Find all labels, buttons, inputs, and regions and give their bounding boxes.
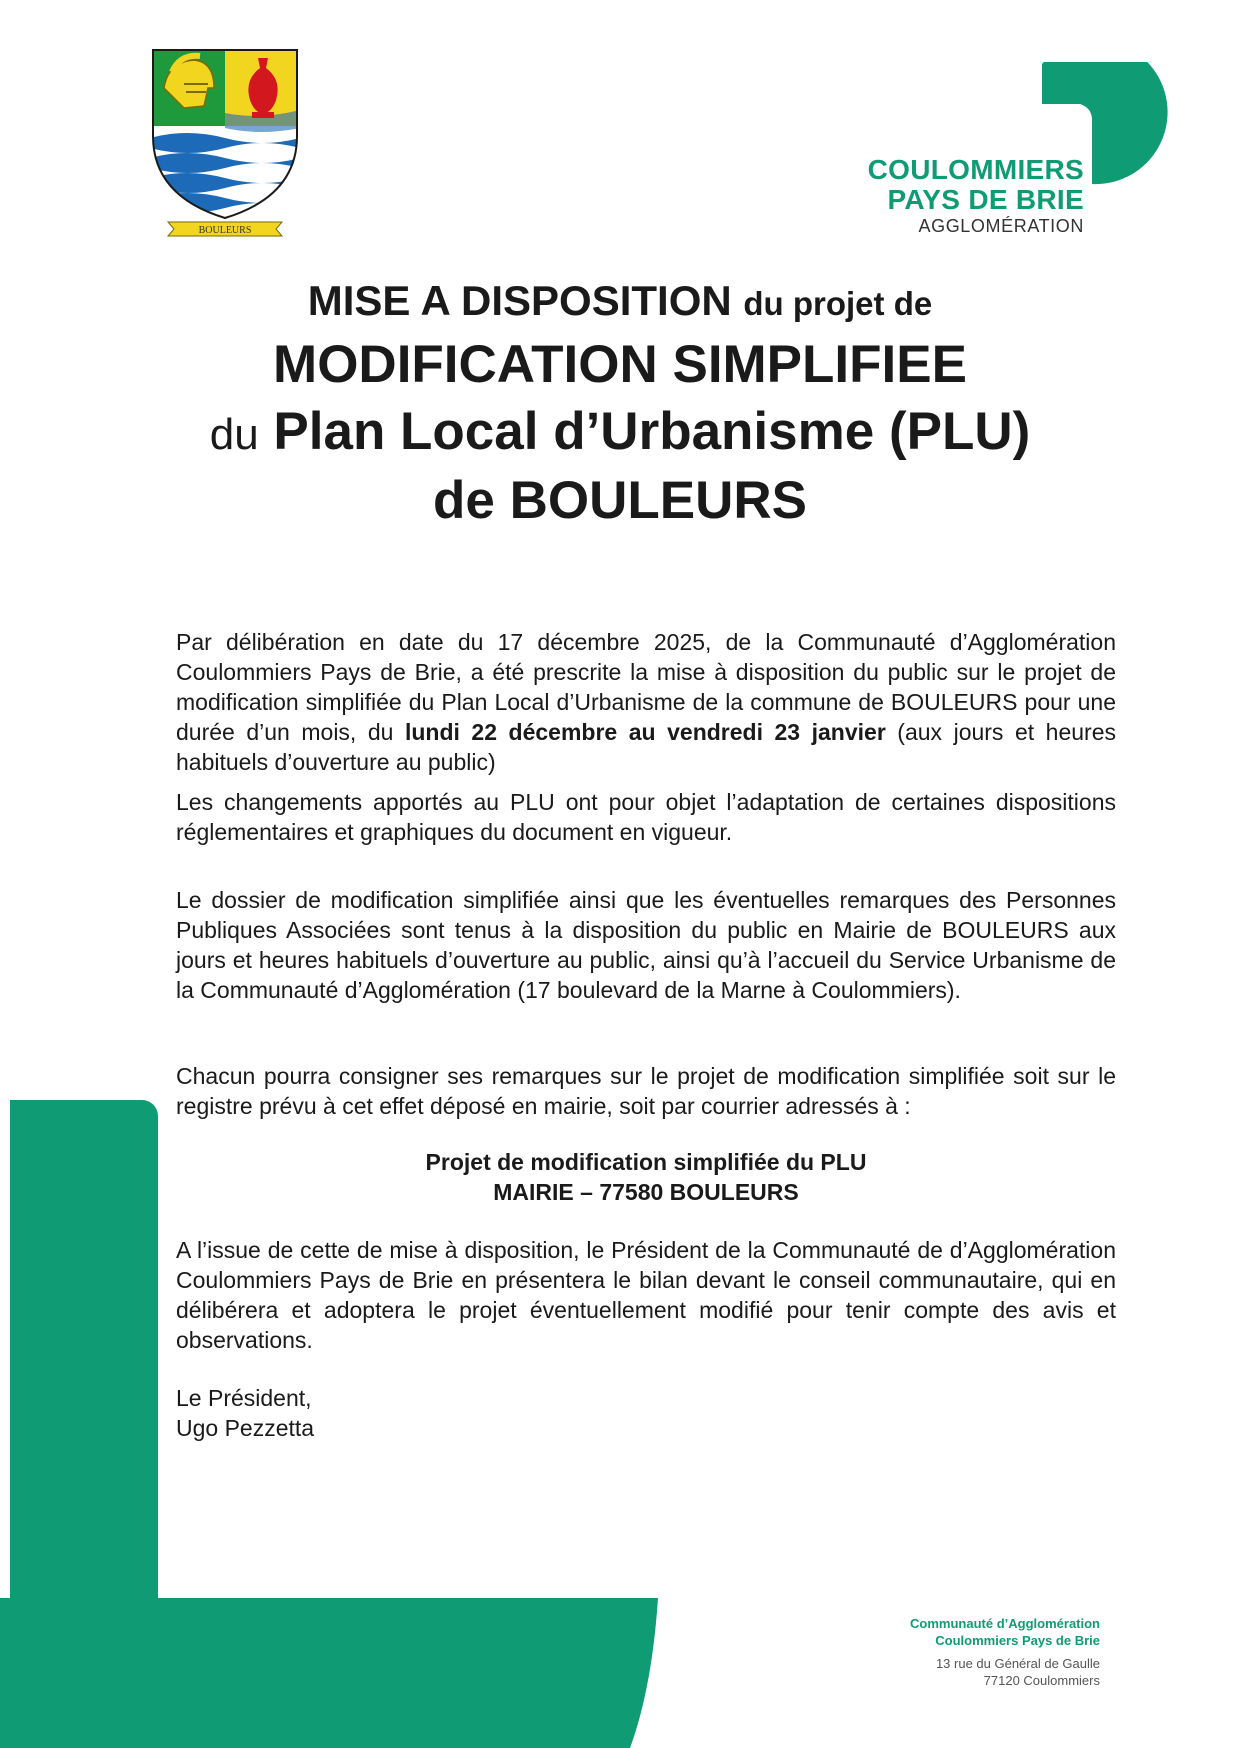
paragraph-changes: Les changements apportés au PLU ont pour objet l’adaptation de certaines dispositions réglementaires et graphiques du document en vigueur. [176,789,1116,845]
notice-body [176,627,1116,1443]
title-line-2: MODIFICATION SIMPLIFIEE [273,335,967,394]
document-title [60,277,1180,530]
bouleurs-crest [150,48,300,240]
title-line-1 [60,277,1180,324]
paragraph-deliberation-hours: (aux jours et heures habituels d’ouverture au public) [176,719,1117,775]
title-line-1-small: du projet de [743,285,933,322]
logo-line-1: COULOMMIERS [867,154,1084,185]
paragraph-deliberation-dates: lundi 22 décembre au vendredi 23 janvier [404,719,886,745]
title-line-3 [60,402,1180,461]
agglomeration-logo [830,62,1180,237]
logo-line-3: AGGLOMÉRATION [918,216,1084,236]
title-line-4: de BOULEURS [433,471,807,530]
footer-line-4: 77120 Coulommiers [983,1673,1100,1688]
title-line-3-prefix: du [209,410,259,459]
footer-line-3: 13 rue du Général de Gaulle [935,1656,1100,1671]
paragraph-dossier: Le dossier de modification simplifiée ainsi que les éventuelles remarques des Personnes Publiques Associées sont tenus à la disposition du public en Mairie de BOULEURS aux jours et heures habituels d’ouverture au public, ainsi qu’à l’accueil du Service Urbanisme de la Communauté d’Agglomération (17 boulevard de la Marne à Coulommiers). [176,887,1116,1003]
signature-title: Le Président, [176,1385,312,1411]
paragraph-deliberation [176,627,1116,777]
signature-name: Ugo Pezzetta [176,1415,315,1441]
footer-line-1: Communauté d’Agglomération [910,1616,1100,1631]
title-line-1-bold: MISE A DISPOSITION [307,277,732,324]
paragraph-remarks: Chacun pourra consigner ses remarques sur le projet de modification simplifiée soit sur le registre prévu à cet effet déposé en mairie, soit par courrier adressés à : [176,1063,1116,1119]
footer-address [790,1615,1100,1689]
crest-banner-text: BOULEURS [198,225,252,236]
footer-line-2: Coulommiers Pays de Brie [935,1633,1100,1648]
address-line-2: MAIRIE – 77580 BOULEURS [493,1179,799,1205]
title-line-3-main: Plan Local d’Urbanisme (PLU) [273,402,1031,461]
green-bottom-band [0,1598,700,1748]
paragraph-deliberation-text: Par délibération en date du 17 décembre 2025, de la Communauté d’Agglomération Coulommiers Pays de Brie, a été prescrite la mise à disposition du public sur le projet de modification simplifiée du Plan Local d’Urbanisme de la commune de BOULEURS pour une durée d’un mois, du [176,629,1116,745]
paragraph-conclusion: A l’issue de cette de mise à disposition, le Président de la Communauté de d’Agglomération Coulommiers Pays de Brie en présentera le bilan devant le conseil communautaire, qui en délibérera et adoptera le projet éventuellement modifié pour tenir compte des avis et observations. [176,1237,1116,1353]
address-line-1: Projet de modification simplifiée du PLU [425,1149,867,1175]
logo-line-2: PAYS DE BRIE [887,184,1084,215]
